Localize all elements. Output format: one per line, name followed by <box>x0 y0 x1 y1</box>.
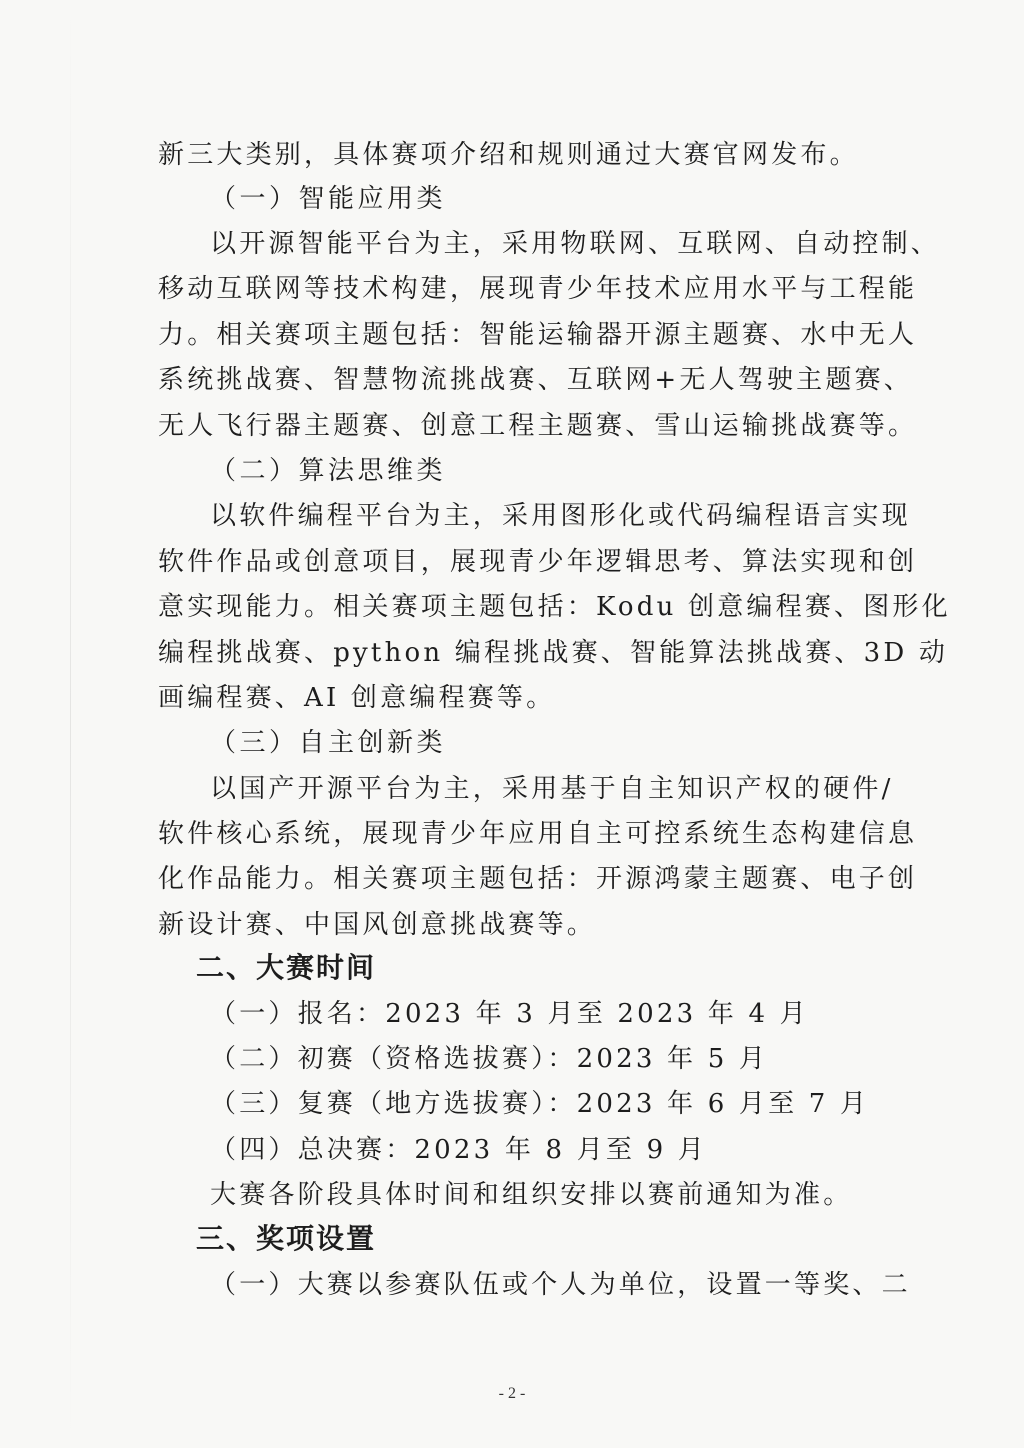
time-item-second-round: （三）复赛（地方选拔赛）：2023 年 6 月至 7 月 <box>210 1089 870 1119</box>
subheading-independent-innovation: （三）自主创新类 <box>210 728 447 758</box>
text-line: （一）大赛以参赛队伍或个人为单位，设置一等奖、二 <box>210 1270 911 1300</box>
subheading-algorithm-thinking: （二）算法思维类 <box>210 456 447 486</box>
scan-shadow-line <box>70 0 71 1448</box>
text-line: 力。相关赛项主题包括：智能运输器开源主题赛、水中无人 <box>158 320 918 350</box>
text-line: 无人飞行器主题赛、创意工程主题赛、雪山运输挑战赛等。 <box>158 411 918 441</box>
text-line: 化作品能力。相关赛项主题包括：开源鸿蒙主题赛、电子创 <box>158 864 918 894</box>
text-line: 画编程赛、AI 创意编程赛等。 <box>158 683 556 713</box>
subheading-intelligent-application: （一）智能应用类 <box>210 184 447 214</box>
text-line: 软件核心系统，展现青少年应用自主可控系统生态构建信息 <box>158 819 918 849</box>
page-number: - 2 - <box>498 1385 526 1402</box>
text-line: 编程挑战赛、python 编程挑战赛、智能算法挑战赛、3D 动 <box>158 638 949 668</box>
time-item-preliminary: （二）初赛（资格选拔赛）：2023 年 5 月 <box>210 1044 769 1074</box>
text-line: 大赛各阶段具体时间和组织安排以赛前通知为准。 <box>210 1180 853 1210</box>
section-heading-awards: 三、奖项设置 <box>196 1222 377 1255</box>
text-line: 移动互联网等技术构建，展现青少年技术应用水平与工程能 <box>158 274 918 304</box>
text-line: 系统挑战赛、智慧物流挑战赛、互联网+无人驾驶主题赛、 <box>158 365 913 395</box>
text-line: 新设计赛、中国风创意挑战赛等。 <box>158 910 597 940</box>
text-line: 新三大类别，具体赛项介绍和规则通过大赛官网发布。 <box>158 140 859 170</box>
text-line: 软件作品或创意项目，展现青少年逻辑思考、算法实现和创 <box>158 547 918 577</box>
section-heading-competition-time: 二、大赛时间 <box>196 951 377 984</box>
text-line: 意实现能力。相关赛项主题包括：Kodu 创意编程赛、图形化 <box>158 592 951 622</box>
time-item-final: （四）总决赛：2023 年 8 月至 9 月 <box>210 1135 707 1165</box>
text-line: 以开源智能平台为主，采用物联网、互联网、自动控制、 <box>210 229 941 259</box>
time-item-registration: （一）报名：2023 年 3 月至 2023 年 4 月 <box>210 999 809 1029</box>
text-line: 以国产开源平台为主，采用基于自主知识产权的硬件/ <box>210 774 894 804</box>
text-line: 以软件编程平台为主，采用图形化或代码编程语言实现 <box>210 501 911 531</box>
